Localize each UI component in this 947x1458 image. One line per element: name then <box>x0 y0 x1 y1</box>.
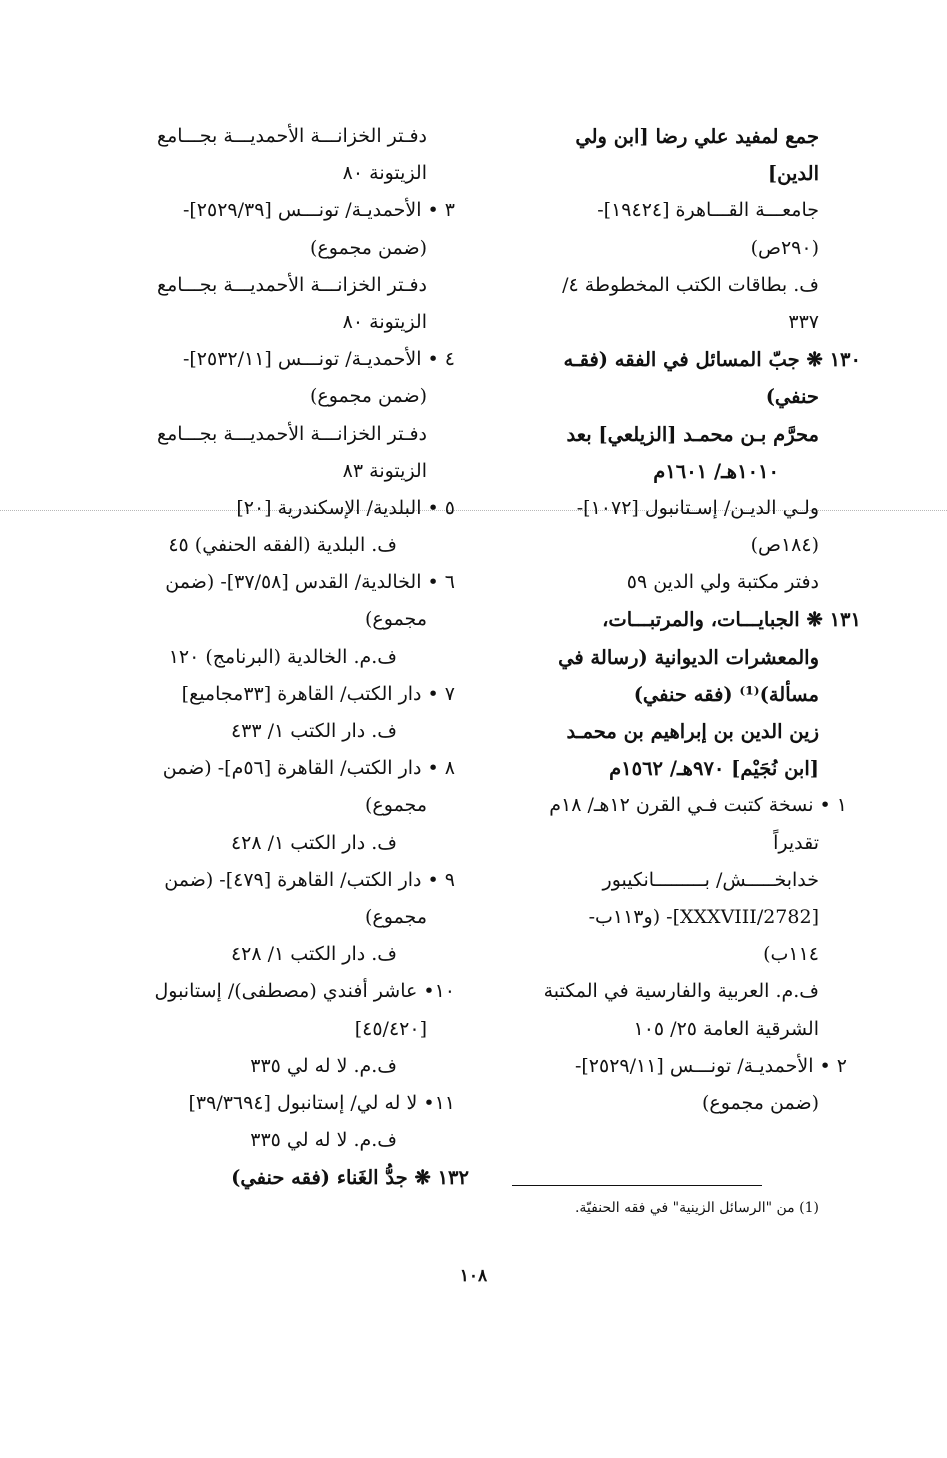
left-column-line: ٥ • البلدية/ الإسكندرية [٢٠] <box>236 496 455 519</box>
right-column-line: ١٣٠ ❋ جبّ المسائل في الفقه (فقـه <box>563 348 861 372</box>
right-column-line: ١٣١ ❋ الجبايـــات، والمرتبـــات، <box>602 608 861 632</box>
left-column-line: دفـتر الخزانـــة الأحمديـــة بجـــامع <box>156 273 427 296</box>
left-column-line: ١٣٢ ❋ جدُّ الغَناء (فقه حنفي) <box>231 1166 469 1190</box>
left-column-line: (ضمن مجموع) <box>309 385 427 408</box>
right-column-line: ٢ • الأحمديـة/ تونـــس [٢٥٢٩/١١]- <box>574 1054 847 1077</box>
right-column-line: جامعـــة القـــاهرة [١٩٤٢٤]- <box>597 199 819 222</box>
right-column-line: دفتر مكتبة ولي الدين ٥٩ <box>626 571 819 594</box>
left-column-line: الزيتونة ٨٣ <box>342 459 427 482</box>
left-column-line: ٨ • دار الكتب/ القاهرة [٥٦م]- (ضمن <box>162 757 455 780</box>
left-column-line: ف. دار الكتب ١/ ٤٣٣ <box>230 720 397 742</box>
left-column-line: ف. البلدية (الفقه الحنفي) ٤٥ <box>168 534 397 557</box>
right-column-line: زين الدين بن إبراهيم بن محمـد <box>566 720 819 743</box>
right-column-line: محرَّم بـن محمـد [الزيلعي] بعد <box>566 422 819 446</box>
right-column-line: مسألة)⁽¹⁾ (فقه حنفي) <box>633 682 819 706</box>
page-number: ١٠٨ <box>459 1266 488 1286</box>
right-column-line: خدابخـــــش/ بـــــــــانكيبور <box>602 868 819 891</box>
left-column-line: الزيتونة ٨٠ <box>342 162 427 185</box>
right-column-line: تقديراً <box>773 831 819 854</box>
right-column-line: الشرقية العامة ٢٥/ ١٠٥ <box>633 1017 819 1040</box>
left-column-line: [٤٥/٤٢٠] <box>354 1017 427 1040</box>
right-column-line: ٣٣٧ <box>788 310 819 333</box>
right-column-line: جمع لمفيد علي رضا [ابن ولي <box>575 125 819 148</box>
left-column-line: ٧ • دار الكتب/ القاهرة [٣٣مجاميع] <box>181 682 455 705</box>
left-column-line: ٩ • دار الكتب/ القاهرة [٤٧٩]- (ضمن <box>164 868 455 891</box>
right-column-line: والمعشرات الديوانية (رسالة في <box>558 645 819 669</box>
right-column-line: (١٨٤ص) <box>750 534 819 557</box>
footnote: (1) من "الرسائل الزينية" في فقه الحنفيّة. <box>574 1200 819 1216</box>
right-column-line: (٢٩٠ص) <box>750 236 819 259</box>
left-column-line: ٦ • الخالدية/ القدس [٣٧/٥٨]- (ضمن <box>165 571 455 594</box>
right-column-line: ١١٤ب) <box>763 943 819 966</box>
left-column-line: ٤ • الأحمديـة/ تونـــس [٢٥٣٢/١١]- <box>182 348 455 371</box>
left-column-line: مجموع) <box>365 608 427 631</box>
right-column-line: ولـي الديـن/ إسـتانبول [١٠٧٢]- <box>576 496 819 519</box>
right-column-line: ١٠١٠هـ/ ١٦٠١م <box>653 459 779 483</box>
left-column-line: ف.م. لا له لي ٣٣٥ <box>250 1129 397 1152</box>
left-column-line: دفـتر الخزانـــة الأحمديـــة بجـــامع <box>156 422 427 445</box>
left-column-line: ٣ • الأحمديـة/ تونـــس [٢٥٢٩/٣٩]- <box>182 199 455 222</box>
left-column <box>97 118 469 1196</box>
left-column-line: ف. دار الكتب ١/ ٤٢٨ <box>230 943 397 966</box>
right-column <box>479 118 861 1122</box>
left-column-line: ف.م. لا له لي ٣٣٥ <box>250 1054 397 1077</box>
left-column-line: ١١• لا له لي/ إستانبول [٣٩/٣٦٩٤] <box>188 1091 455 1114</box>
right-column-line: ف.م. العربية والفارسية في المكتبة <box>543 980 819 1003</box>
left-column-line: مجموع) <box>365 905 427 928</box>
left-column-line: ١٠• عاشر أفندي (مصطفى)/ إستانبول <box>154 980 455 1003</box>
left-column-line: (ضمن مجموع) <box>309 236 427 259</box>
left-column-line: مجموع) <box>365 794 427 817</box>
right-column-line: الدين] <box>767 162 819 186</box>
right-column-line: [2782/XXXVIII]- (و١١٣ب- <box>588 905 819 928</box>
left-column-line: ف. دار الكتب ١/ ٤٢٨ <box>230 831 397 854</box>
footnote-rule <box>512 1185 762 1186</box>
left-column-line: الزيتونة ٨٠ <box>342 310 427 333</box>
left-column-line: دفـتر الخزانـــة الأحمديـــة بجـــامع <box>156 125 427 147</box>
left-column-line: ف.م. الخالدية (البرنامج) ١٢٠ <box>168 645 397 668</box>
right-column-line: حنفي) <box>765 385 819 409</box>
right-column-line: ف. بطاقات الكتب المخطوطة ٤/ <box>562 273 819 296</box>
right-column-line: ١ • نسخة كتبت فـي القرن ١٢هـ/ ١٨م <box>549 794 847 817</box>
right-column-line: (ضمن مجموع) <box>701 1091 819 1114</box>
right-column-line: [ابن نُجَيْم] ٩٧٠هـ/ ١٥٦٢م <box>609 757 819 781</box>
